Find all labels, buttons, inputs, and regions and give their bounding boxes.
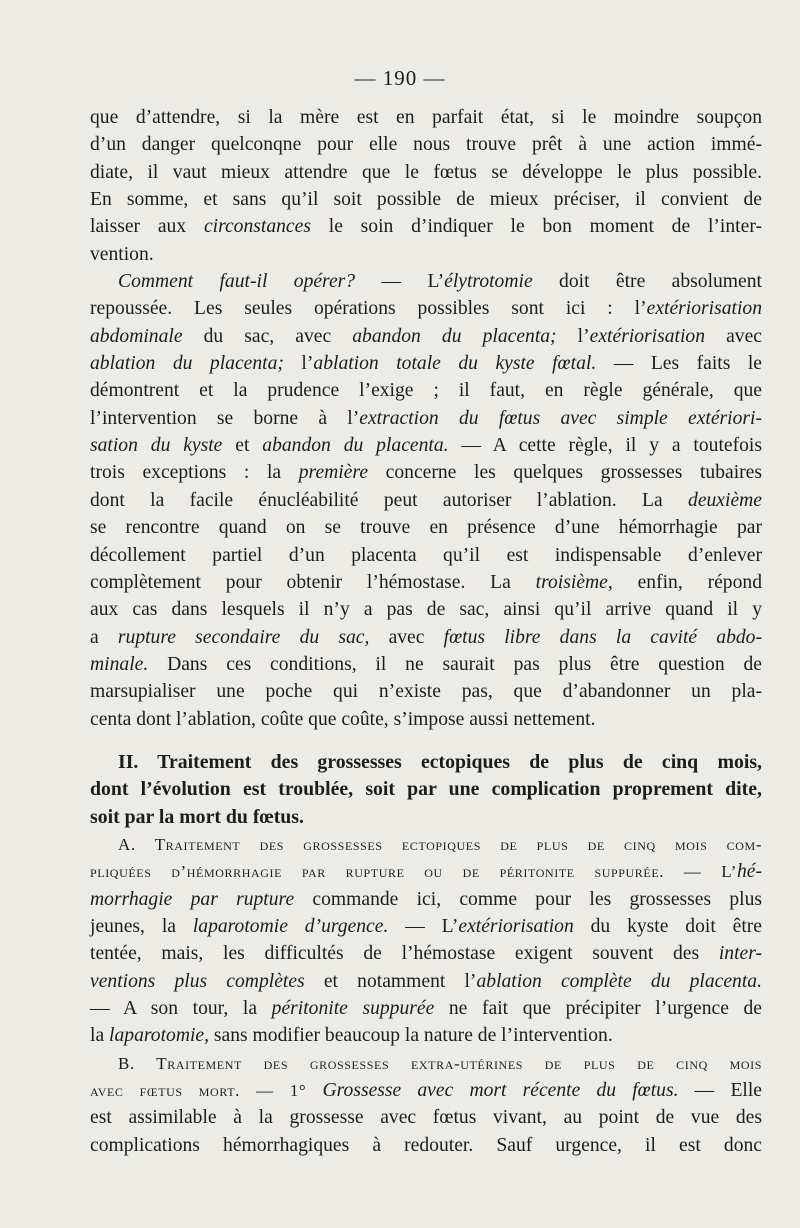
text-line: dont la facile énucléabilité peut autoriser l’ablation. La deuxième — [90, 489, 762, 511]
text-line: ventions plus complètes et notamment l’ablation complète du placenta. — [90, 970, 762, 992]
text-line: trois exceptions : la première concerne les quelques grossesses tubaires — [90, 462, 762, 484]
text-line: démontrent et la prudence l’exige ; il faut, en règle générale, que — [90, 380, 762, 402]
paragraph-1 — [90, 104, 762, 268]
text-line: tentée, mais, les difficultés de l’hémostase exigent souvent des inter- — [90, 943, 762, 965]
heading-line: II. Traitement des grossesses ectopiques de plus de cinq mois, — [118, 750, 762, 773]
text-line: l’intervention se borne à l’extraction du fœtus avec simple extériori- — [90, 407, 763, 429]
text-line: complications hémorrhagiques à redouter. Sauf urgence, il est donc — [90, 1134, 762, 1156]
text-line: se rencontre quand on se trouve en présence d’une hémorrhagie par — [90, 517, 762, 539]
text-line: Comment faut-il opérer? — L’élytrotomie doit être absolument — [118, 271, 762, 293]
text-line: décollement partiel d’un placenta qu’il est indispensable d’enlever — [90, 544, 762, 566]
text-line: centa dont l’ablation, coûte que coûte, s’impose aussi nettement. — [90, 708, 596, 730]
text-line: vention. — [90, 243, 154, 265]
text-line: repoussée. Les seules opérations possibles sont ici : l’extériorisation — [90, 298, 762, 320]
text-line: a rupture secondaire du sac, avec fœtus libre dans la cavité abdo- — [90, 626, 762, 648]
text-line: minale. Dans ces conditions, il ne saurait pas plus être question de — [90, 653, 762, 675]
text-line: pliquées d’hémorrhagie par rupture ou de péritonite suppurée. — L’hé- — [90, 861, 762, 883]
text-line: complètement pour obtenir l’hémostase. La troisième, enfin, répond — [90, 571, 762, 593]
heading-line: soit par la mort du fœtus. — [90, 805, 304, 828]
text-line: abdominale du sac, avec abandon du placenta; l’extériorisation avec — [90, 325, 763, 347]
section-gap — [90, 733, 762, 749]
paragraph-2 — [90, 268, 762, 733]
text-line: En somme, et sans qu’il soit possible de mieux préciser, il convient de — [90, 189, 762, 211]
text-line: laisser aux circonstances le soin d’indiquer le bon moment de l’inter- — [90, 216, 762, 238]
text-line: A. Traitement des grossesses ectopiques de plus de cinq mois com- — [118, 834, 762, 854]
text-line: est assimilable à la grossesse avec fœtus vivant, au point de vue des — [90, 1107, 762, 1129]
body-text — [90, 104, 762, 1159]
text-line: B. Traitement des grossesses extra-utérines de plus de cinq mois — [118, 1053, 762, 1073]
text-line: jeunes, la laparotomie d’urgence. — L’extériorisation du kyste doit être — [90, 915, 762, 937]
text-line: ablation du placenta; l’ablation totale du kyste fœtal. — Les faits le — [90, 353, 762, 375]
text-line: la laparotomie, sans modifier beaucoup la nature de l’intervention. — [90, 1025, 613, 1047]
text-line: marsupialiser une poche qui n’existe pas, que d’abandonner un pla- — [90, 681, 762, 703]
page-number: — 190 — — [354, 66, 446, 90]
text-line: que d’attendre, si la mère est en parfait état, si le moindre soupçon — [90, 107, 762, 128]
section-heading — [90, 749, 762, 831]
heading-line: dont l’évolution est troublée, soit par une complication proprement dite, — [90, 778, 762, 801]
subsection-b — [90, 1050, 762, 1159]
text-line: morrhagie par rupture commande ici, comme pour les grossesses plus — [90, 888, 762, 910]
text-line: — A son tour, la péritonite suppurée ne fait que précipiter l’urgence de — [90, 998, 762, 1019]
text-line: aux cas dans lesquels il n’y a pas de sac, ainsi qu’il arrive quand il y — [90, 599, 762, 621]
subsection-a — [90, 831, 762, 1050]
text-line: d’un danger quelconqne pour elle nous trouve prêt à une action immé- — [90, 134, 762, 156]
text-line: avec fœtus mort. — 1° Grossesse avec mort récente du fœtus. — Elle — [90, 1080, 762, 1102]
text-line: diate, il vaut mieux attendre que le fœtus se développe le plus possible. — [90, 161, 762, 183]
text-line: sation du kyste et abandon du placenta. — A cette règle, il y a toutefois — [90, 435, 762, 457]
